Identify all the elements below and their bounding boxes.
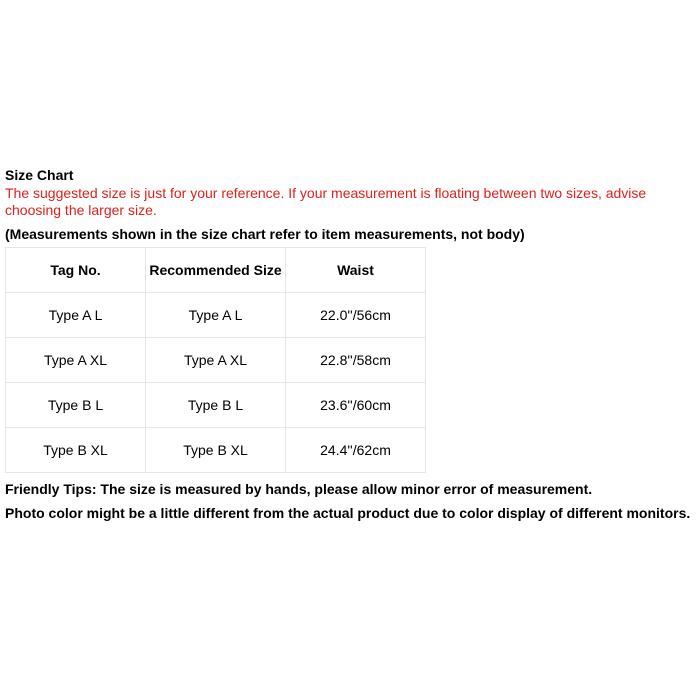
- cell-waist: 23.6''/60cm: [286, 383, 426, 428]
- cell-waist: 22.8''/58cm: [286, 338, 426, 383]
- cell-tag-no: Type A XL: [6, 338, 146, 383]
- cell-recommended-size: Type A L: [146, 293, 286, 338]
- header-recommended-size: Recommended Size: [146, 248, 286, 293]
- table-row: [6, 293, 426, 338]
- cell-tag-no: Type A L: [6, 293, 146, 338]
- photo-color-tip: Photo color might be a little different from the actual product due to color display of different monitors.: [5, 505, 691, 521]
- cell-tag-no: Type B L: [6, 383, 146, 428]
- table-row: [6, 338, 426, 383]
- header-tag-no: Tag No.: [6, 248, 146, 293]
- cell-recommended-size: Type B XL: [146, 428, 286, 473]
- size-table: [5, 247, 426, 473]
- size-chart-section: [5, 165, 695, 525]
- measurement-note: (Measurements shown in the size chart refer to item measurements, not body): [5, 226, 525, 242]
- table-row: [6, 383, 426, 428]
- size-chart-title: Size Chart: [5, 167, 74, 183]
- cell-waist: 22.0''/56cm: [286, 293, 426, 338]
- cell-tag-no: Type B XL: [6, 428, 146, 473]
- reference-note: The suggested size is just for your reference. If your measurement is floating between two sizes, advise choosing the larger size.: [5, 185, 647, 218]
- cell-recommended-size: Type A XL: [146, 338, 286, 383]
- header-waist: Waist: [286, 248, 426, 293]
- friendly-tip: Friendly Tips: The size is measured by hands, please allow minor error of measurement.: [5, 481, 593, 497]
- table-row: [6, 428, 426, 473]
- cell-recommended-size: Type B L: [146, 383, 286, 428]
- cell-waist: 24.4''/62cm: [286, 428, 426, 473]
- table-header-row: [6, 248, 426, 293]
